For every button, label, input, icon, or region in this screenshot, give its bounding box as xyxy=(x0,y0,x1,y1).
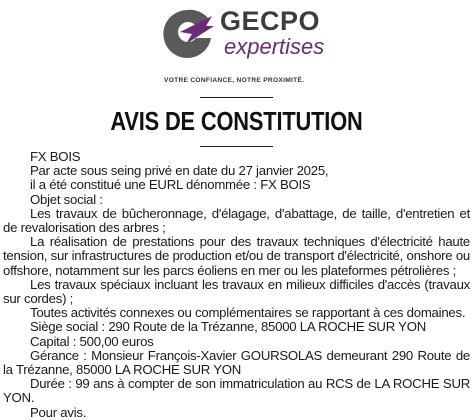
notice-body xyxy=(3,150,470,420)
logo-name: GECPO xyxy=(220,6,321,36)
purpose-heading: Objet social : xyxy=(30,191,103,207)
purpose-item: La réalisation de prestations pour des travaux techniques d'électricité haute tension, sur infrastructures de production et/ou de transport d'électricité, onshore ou offshore, notamment sur les parcs éoliens en mer ou les plateformes pétrolières ; xyxy=(3,234,470,278)
duration: Durée : 99 ans à compter de son immatriculation au RCS de LA ROCHE SUR YON. xyxy=(3,376,470,406)
purpose-item: Toutes activités connexes ou complémentaires se rapportant à ces domaines. xyxy=(30,305,466,321)
notice-title: AVIS DE CONSTITUTION xyxy=(110,106,363,136)
closing: Pour avis. xyxy=(30,404,87,420)
share-capital: Capital : 500,00 euros xyxy=(30,333,154,349)
purpose-item: Les travaux spéciaux incluant les travaux en milieux difficiles d'accès (travaux sur cordes) ; xyxy=(3,276,470,307)
logo-subname: expertises xyxy=(224,34,325,59)
deed-date: Par acte sous seing privé en date du 27 janvier 2025, xyxy=(30,163,329,179)
purpose-item: Les travaux de bûcheronnage, d'élagage, d'abattage, de taille, d'entretien et de revalorisation des arbres ; xyxy=(3,205,470,236)
company-form: il a été constitué une EURL dénommée : FX BOIS xyxy=(30,177,311,193)
gecpo-logo-mark-icon xyxy=(156,4,218,64)
title-rule-top xyxy=(200,97,273,98)
gecpo-logo xyxy=(156,4,325,90)
title-rule-bottom xyxy=(200,146,273,147)
company-name: FX BOIS xyxy=(30,149,81,164)
management: Gérance : Monsieur François-Xavier GOURSOLAS demeurant 290 Route de la Trézanne, 85000 LA ROCHE SUR YON xyxy=(3,347,470,378)
registered-office: Siège social : 290 Route de la Trézanne, 85000 LA ROCHE SUR YON xyxy=(30,319,426,335)
logo-tagline: VOTRE CONFIANCE, NOTRE PROXIMITÉ. xyxy=(164,77,305,84)
